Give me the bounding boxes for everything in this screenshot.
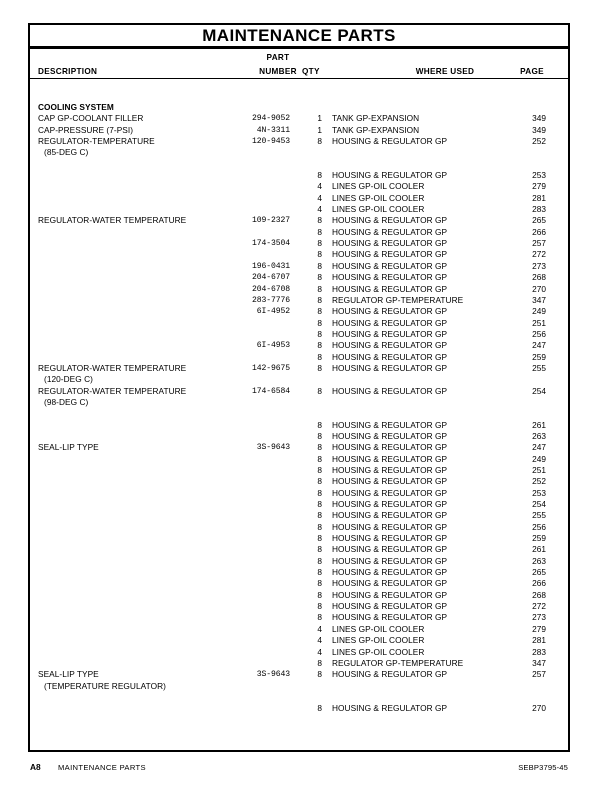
cell-description-continued: (TEMPERATURE REGULATOR) <box>44 680 166 691</box>
table-row-description-continued <box>30 147 568 158</box>
table-row <box>30 193 568 204</box>
cell-where-used: HOUSING & REGULATOR GP <box>332 453 448 464</box>
cell-qty: 8 <box>317 657 322 668</box>
cell-part-number: 204-6708 <box>251 284 290 294</box>
cell-qty: 8 <box>317 385 322 396</box>
cell-where-used: HOUSING & REGULATOR GP <box>332 419 448 430</box>
cell-description: REGULATOR-WATER TEMPERATURE <box>38 385 187 396</box>
cell-where-used: HOUSING & REGULATOR GP <box>332 669 448 680</box>
footer-document-number: SEBP3795-45 <box>518 763 568 772</box>
table-row <box>30 635 568 646</box>
footer-title: MAINTENANCE PARTS <box>58 763 146 772</box>
cell-where-used: HOUSING & REGULATOR GP <box>332 612 448 623</box>
column-header-where-used: WHERE USED <box>415 67 475 76</box>
cell-qty: 8 <box>317 567 322 578</box>
cell-qty: 4 <box>317 192 322 203</box>
cell-description: REGULATOR-TEMPERATURE <box>38 136 155 147</box>
cell-page: 349 <box>532 124 546 135</box>
cell-description: SEAL-LIP TYPE <box>38 442 99 453</box>
cell-qty: 8 <box>317 272 322 283</box>
cell-description: REGULATOR-WATER TEMPERATURE <box>38 215 187 226</box>
cell-where-used: LINES GP-OIL COOLER <box>332 635 425 646</box>
cell-page: 266 <box>532 578 546 589</box>
page-title: MAINTENANCE PARTS <box>202 25 396 45</box>
cell-where-used: REGULATOR GP-TEMPERATURE <box>332 294 464 305</box>
table-row <box>30 431 568 442</box>
cell-part-number: 3S-9643 <box>256 670 290 680</box>
section-heading-label: COOLING SYSTEM <box>38 102 114 112</box>
table-row <box>30 363 568 374</box>
cell-qty: 8 <box>317 328 322 339</box>
table-row <box>30 113 568 124</box>
cell-where-used: HOUSING & REGULATOR GP <box>332 510 448 521</box>
cell-where-used: HOUSING & REGULATOR GP <box>332 589 448 600</box>
cell-where-used: HOUSING & REGULATOR GP <box>332 567 448 578</box>
cell-where-used: HOUSING & REGULATOR GP <box>332 430 448 441</box>
cell-description: CAP-PRESSURE (7-PSI) <box>38 124 134 135</box>
table-row <box>30 420 568 431</box>
cell-page: 247 <box>532 340 546 351</box>
cell-page: 279 <box>532 181 546 192</box>
cell-page: 349 <box>532 113 546 124</box>
cell-qty: 8 <box>317 226 322 237</box>
cell-where-used: HOUSING & REGULATOR GP <box>332 703 448 714</box>
cell-qty: 8 <box>317 294 322 305</box>
cell-where-used: HOUSING & REGULATOR GP <box>332 499 448 510</box>
cell-part-number: 120-9453 <box>251 137 290 147</box>
cell-page: 266 <box>532 226 546 237</box>
table-row <box>30 533 568 544</box>
cell-part-number: 196-0431 <box>251 261 290 271</box>
cell-qty: 8 <box>317 601 322 612</box>
column-header-page: PAGE <box>520 67 544 76</box>
cell-qty: 8 <box>317 362 322 373</box>
table-row <box>30 204 568 215</box>
cell-qty: 8 <box>317 306 322 317</box>
cell-qty: 4 <box>317 204 322 215</box>
table-row <box>30 454 568 465</box>
cell-page: 268 <box>532 272 546 283</box>
cell-page: 257 <box>532 238 546 249</box>
cell-qty: 8 <box>317 442 322 453</box>
table-row <box>30 295 568 306</box>
table-row-spacer <box>30 408 568 419</box>
cell-where-used: HOUSING & REGULATOR GP <box>332 136 448 147</box>
cell-where-used: HOUSING & REGULATOR GP <box>332 533 448 544</box>
table-row <box>30 442 568 453</box>
cell-qty: 8 <box>317 283 322 294</box>
cell-qty: 8 <box>317 340 322 351</box>
cell-qty: 8 <box>317 703 322 714</box>
cell-part-number: 283-7776 <box>251 295 290 305</box>
cell-where-used: HOUSING & REGULATOR GP <box>332 226 448 237</box>
cell-qty: 8 <box>317 249 322 260</box>
cell-qty: 8 <box>317 510 322 521</box>
table-row <box>30 499 568 510</box>
cell-where-used: HOUSING & REGULATOR GP <box>332 170 448 181</box>
page-title-bar <box>30 25 568 49</box>
cell-page: 257 <box>532 669 546 680</box>
cell-description-continued: (120-DEG C) <box>44 374 93 385</box>
cell-where-used: HOUSING & REGULATOR GP <box>332 544 448 555</box>
cell-qty: 8 <box>317 612 322 623</box>
table-row <box>30 647 568 658</box>
cell-qty: 8 <box>317 589 322 600</box>
cell-qty: 4 <box>317 635 322 646</box>
table-row <box>30 238 568 249</box>
cell-qty: 4 <box>317 181 322 192</box>
cell-qty: 8 <box>317 499 322 510</box>
table-row <box>30 669 568 680</box>
table-row <box>30 181 568 192</box>
cell-page: 254 <box>532 385 546 396</box>
cell-part-number: 142-9675 <box>251 363 290 373</box>
cell-where-used: LINES GP-OIL COOLER <box>332 623 425 634</box>
table-column-header <box>30 49 568 79</box>
table-row <box>30 522 568 533</box>
cell-where-used: HOUSING & REGULATOR GP <box>332 260 448 271</box>
cell-qty: 8 <box>317 578 322 589</box>
table-row <box>30 125 568 136</box>
cell-page: 283 <box>532 646 546 657</box>
cell-qty: 4 <box>317 646 322 657</box>
cell-page: 253 <box>532 170 546 181</box>
cell-page: 273 <box>532 612 546 623</box>
cell-page: 251 <box>532 465 546 475</box>
cell-page: 347 <box>532 657 546 668</box>
cell-where-used: HOUSING & REGULATOR GP <box>332 249 448 260</box>
table-row-spacer <box>30 692 568 703</box>
table-row <box>30 318 568 329</box>
table-row <box>30 510 568 521</box>
cell-part-number: 174-3504 <box>251 239 290 249</box>
cell-part-number: 6I-4952 <box>256 307 290 317</box>
cell-part-number: 3S-9643 <box>256 443 290 453</box>
cell-qty: 8 <box>317 453 322 464</box>
cell-where-used: TANK GP-EXPANSION <box>332 113 420 124</box>
cell-where-used: HOUSING & REGULATOR GP <box>332 521 448 532</box>
table-row <box>30 556 568 567</box>
table-row <box>30 476 568 487</box>
cell-page: 259 <box>532 351 546 362</box>
cell-page: 281 <box>532 635 546 646</box>
cell-page: 251 <box>532 317 546 328</box>
cell-where-used: LINES GP-OIL COOLER <box>332 181 425 192</box>
cell-where-used: HOUSING & REGULATOR GP <box>332 578 448 589</box>
table-row <box>30 658 568 669</box>
cell-qty: 8 <box>317 260 322 271</box>
table-row <box>30 340 568 351</box>
cell-qty: 8 <box>317 555 322 566</box>
table-row <box>30 227 568 238</box>
cell-description: SEAL-LIP TYPE <box>38 669 99 680</box>
cell-where-used: LINES GP-OIL COOLER <box>332 204 425 215</box>
cell-qty: 8 <box>317 170 322 181</box>
cell-part-number: 109-2327 <box>251 216 290 226</box>
table-section-heading <box>30 102 568 113</box>
table-row <box>30 590 568 601</box>
cell-qty: 8 <box>317 465 322 475</box>
footer-page-label: A8 <box>30 762 41 772</box>
cell-where-used: LINES GP-OIL COOLER <box>332 192 425 203</box>
cell-qty: 1 <box>317 124 322 135</box>
cell-qty: 8 <box>317 136 322 147</box>
cell-qty: 8 <box>317 419 322 430</box>
cell-page: 247 <box>532 442 546 453</box>
cell-qty: 8 <box>317 215 322 226</box>
column-header-part-line2: NUMBER <box>259 67 297 76</box>
cell-where-used: HOUSING & REGULATOR GP <box>332 272 448 283</box>
cell-page: 255 <box>532 510 546 521</box>
table-row <box>30 567 568 578</box>
cell-where-used: LINES GP-OIL COOLER <box>332 646 425 657</box>
cell-page: 265 <box>532 215 546 226</box>
table-row <box>30 306 568 317</box>
table-row <box>30 578 568 589</box>
cell-page: 279 <box>532 623 546 634</box>
cell-where-used: HOUSING & REGULATOR GP <box>332 442 448 453</box>
table-row <box>30 261 568 272</box>
cell-where-used: HOUSING & REGULATOR GP <box>332 351 448 362</box>
cell-description-continued: (85-DEG C) <box>44 147 89 158</box>
page-footer <box>28 762 570 776</box>
table-row <box>30 170 568 181</box>
column-header-qty: QTY <box>302 67 320 76</box>
cell-where-used: HOUSING & REGULATOR GP <box>332 555 448 566</box>
table-row <box>30 488 568 499</box>
table-row-description-continued <box>30 681 568 692</box>
cell-part-number: 6I-4953 <box>256 341 290 351</box>
cell-page: 252 <box>532 476 546 487</box>
table-row <box>30 352 568 363</box>
table-row <box>30 703 568 714</box>
cell-qty: 8 <box>317 430 322 441</box>
table-row-description-continued <box>30 397 568 408</box>
cell-description: CAP GP-COOLANT FILLER <box>38 113 144 124</box>
table-row <box>30 624 568 635</box>
cell-page: 253 <box>532 487 546 498</box>
cell-part-number: 4N-3311 <box>256 125 290 135</box>
table-row-spacer <box>30 159 568 170</box>
cell-page: 347 <box>532 294 546 305</box>
cell-page: 268 <box>532 589 546 600</box>
cell-page: 259 <box>532 533 546 544</box>
table-row <box>30 284 568 295</box>
cell-page: 255 <box>532 362 546 373</box>
table-row <box>30 386 568 397</box>
cell-qty: 8 <box>317 487 322 498</box>
table-row <box>30 601 568 612</box>
cell-page: 261 <box>532 419 546 430</box>
table-row <box>30 612 568 623</box>
table-row <box>30 544 568 555</box>
cell-page: 254 <box>532 499 546 510</box>
column-header-part-line1: PART <box>266 53 290 62</box>
cell-page: 273 <box>532 260 546 271</box>
cell-page: 256 <box>532 521 546 532</box>
table-row <box>30 136 568 147</box>
cell-qty: 8 <box>317 533 322 544</box>
cell-qty: 8 <box>317 521 322 532</box>
cell-where-used: HOUSING & REGULATOR GP <box>332 476 448 487</box>
cell-qty: 8 <box>317 317 322 328</box>
cell-page: 270 <box>532 703 546 714</box>
cell-where-used: HOUSING & REGULATOR GP <box>332 601 448 612</box>
cell-qty: 1 <box>317 113 322 124</box>
table-row <box>30 249 568 260</box>
parts-table-frame <box>28 23 570 752</box>
cell-where-used: HOUSING & REGULATOR GP <box>332 465 448 475</box>
cell-page: 283 <box>532 204 546 215</box>
table-row <box>30 272 568 283</box>
cell-qty: 8 <box>317 238 322 249</box>
cell-qty: 8 <box>317 669 322 680</box>
cell-part-number: 174-6584 <box>251 386 290 396</box>
table-row-description-continued <box>30 374 568 385</box>
cell-page: 272 <box>532 249 546 260</box>
cell-page: 263 <box>532 555 546 566</box>
cell-where-used: HOUSING & REGULATOR GP <box>332 340 448 351</box>
table-row <box>30 465 568 476</box>
parts-table-body <box>30 79 568 750</box>
cell-where-used: HOUSING & REGULATOR GP <box>332 328 448 339</box>
cell-page: 272 <box>532 601 546 612</box>
cell-page: 263 <box>532 430 546 441</box>
cell-page: 252 <box>532 136 546 147</box>
cell-qty: 8 <box>317 544 322 555</box>
cell-part-number: 204-6707 <box>251 273 290 283</box>
cell-where-used: HOUSING & REGULATOR GP <box>332 306 448 317</box>
cell-where-used: HOUSING & REGULATOR GP <box>332 283 448 294</box>
cell-qty: 8 <box>317 476 322 487</box>
cell-description: REGULATOR-WATER TEMPERATURE <box>38 362 187 373</box>
cell-page: 249 <box>532 306 546 317</box>
cell-where-used: HOUSING & REGULATOR GP <box>332 215 448 226</box>
cell-where-used: TANK GP-EXPANSION <box>332 124 420 135</box>
cell-page: 270 <box>532 283 546 294</box>
cell-where-used: HOUSING & REGULATOR GP <box>332 238 448 249</box>
table-row <box>30 329 568 340</box>
table-row <box>30 215 568 226</box>
cell-where-used: HOUSING & REGULATOR GP <box>332 362 448 373</box>
cell-where-used: HOUSING & REGULATOR GP <box>332 487 448 498</box>
cell-qty: 4 <box>317 623 322 634</box>
cell-part-number: 294-9052 <box>251 114 290 124</box>
cell-where-used: HOUSING & REGULATOR GP <box>332 317 448 328</box>
cell-page: 265 <box>532 567 546 578</box>
cell-description-continued: (98-DEG C) <box>44 396 89 407</box>
cell-page: 261 <box>532 544 546 555</box>
cell-page: 249 <box>532 453 546 464</box>
cell-where-used: REGULATOR GP-TEMPERATURE <box>332 657 464 668</box>
cell-page: 281 <box>532 192 546 203</box>
cell-where-used: HOUSING & REGULATOR GP <box>332 385 448 396</box>
column-header-description: DESCRIPTION <box>38 67 98 76</box>
cell-page: 256 <box>532 328 546 339</box>
cell-qty: 8 <box>317 351 322 362</box>
